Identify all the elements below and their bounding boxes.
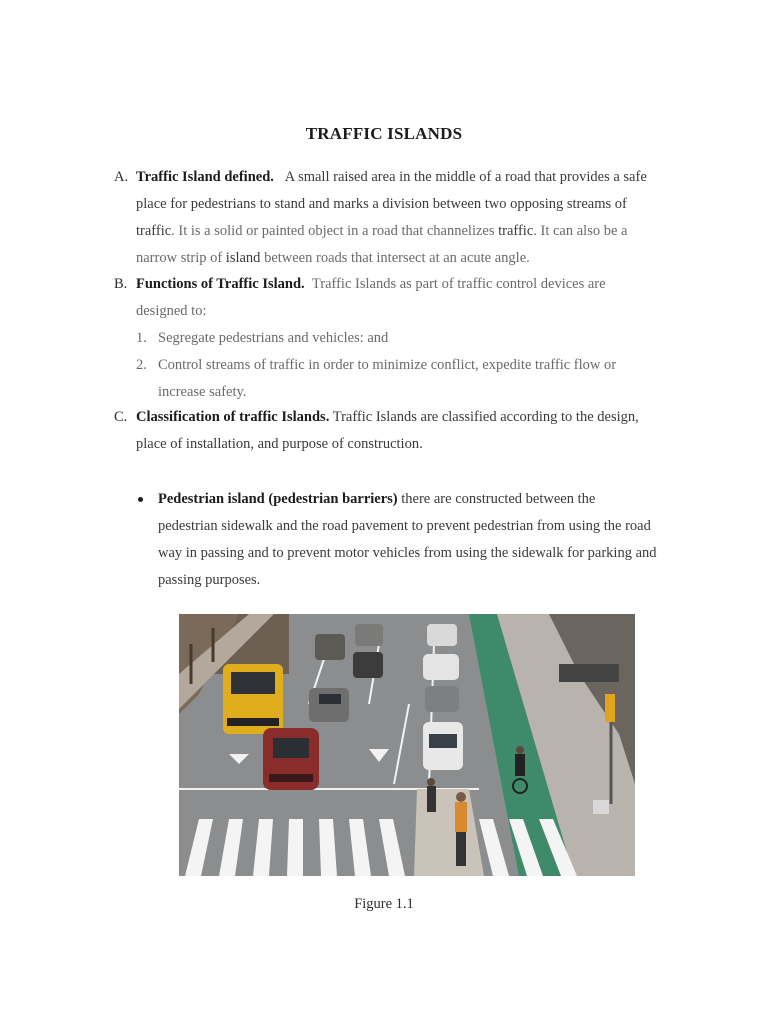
figure-caption: Figure 1.1 <box>354 896 414 912</box>
bullet-line-3: way in passing and to prevent motor vehicles from using the sidewalk for parking and <box>158 545 657 561</box>
bullet-text-1: there are constructed between the <box>401 491 596 507</box>
section-b-marker: B. <box>114 276 128 292</box>
list-item-2-text-cont: increase safety. <box>158 384 247 400</box>
list-item-1-marker: 1. <box>136 330 147 346</box>
section-b-heading: Functions of Traffic Island. <box>136 276 305 292</box>
street-scene-illustration <box>179 614 635 876</box>
list-item-1-text: Segregate pedestrians and vehicles: and <box>158 330 389 346</box>
section-c-marker: C. <box>114 409 128 425</box>
section-c-text-1: Traffic Islands are classified according to the design, <box>332 409 639 425</box>
section-c-heading: Classification of traffic Islands. <box>136 409 330 425</box>
section-b-line-1 <box>136 275 606 293</box>
section-a-line-1 <box>136 168 647 186</box>
section-a-text-island: island <box>225 250 261 266</box>
section-b-line-2: designed to: <box>136 303 207 319</box>
section-a-line-2: place for pedestrians to stand and marks a division between two opposing streams of <box>136 196 627 212</box>
bullet-line-4: passing purposes. <box>158 572 261 588</box>
list-item-2-marker: 2. <box>136 357 147 373</box>
figure-photo <box>179 614 635 876</box>
section-a-line-4 <box>136 249 530 267</box>
section-a-text-4b: between roads that intersect at an acute angle. <box>260 250 530 266</box>
section-c-line-2: place of installation, and purpose of construction. <box>136 436 423 452</box>
section-b-text-1: Traffic Islands as part of traffic control devices are <box>311 276 606 292</box>
bullet-line-1 <box>158 490 595 508</box>
bullet-heading: Pedestrian island (pedestrian barriers) <box>158 491 398 507</box>
section-a-heading: Traffic Island defined. <box>136 169 274 185</box>
section-a-text-3a: . It is a solid or painted object in a road that channelizes <box>171 223 499 239</box>
section-a-text-1: A small raised area in the middle of a road that provides a safe <box>284 169 647 185</box>
section-a-text-4a: narrow strip of <box>136 250 226 266</box>
section-c-line-1 <box>136 408 639 426</box>
list-item-2-text: Control streams of traffic in order to minimize conflict, expedite traffic flow or <box>158 357 617 373</box>
bullet-dot <box>138 497 143 502</box>
section-a-text-traffic-1: traffic <box>136 223 172 239</box>
page-title: TRAFFIC ISLANDS <box>305 124 463 143</box>
section-a-marker: A. <box>114 169 129 185</box>
section-a-text-3b: . It can also be a <box>533 223 628 239</box>
section-a-text-traffic-2: traffic <box>498 223 534 239</box>
section-a-line-3 <box>136 222 627 240</box>
bullet-line-2: pedestrian sidewalk and the road pavement to prevent pedestrian from using the road <box>158 518 651 534</box>
